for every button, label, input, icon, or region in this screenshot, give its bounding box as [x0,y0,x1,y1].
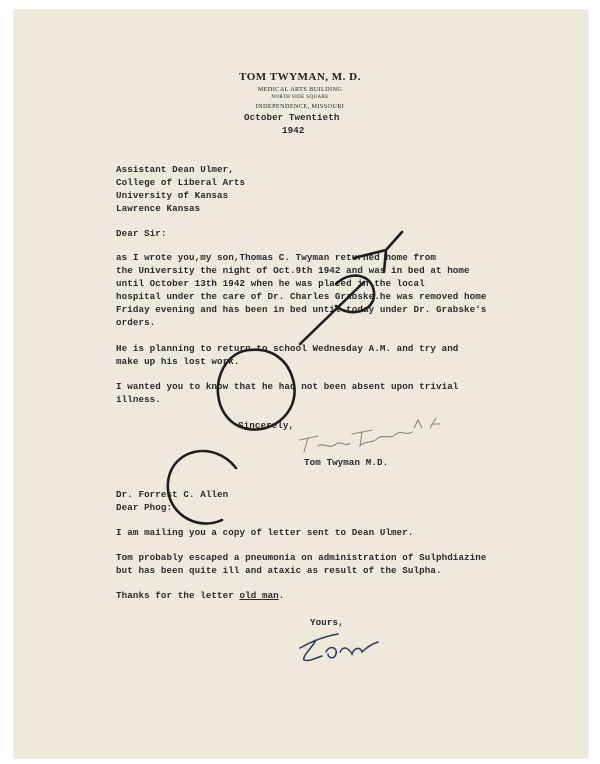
body-line: He is planning to return to school Wednesday A.M. and try and [116,343,459,354]
address-line: College of Liberal Arts [116,177,246,188]
signature-stroke-2 [352,430,412,446]
body-line: make up his lost work. [116,356,240,367]
note-paragraph-2a: Tom probably escaped a pneumonia on administration of Sulphdiazine [116,552,487,563]
body-line: as I wrote you,my son,Thomas C. Twyman returned home from [116,252,436,263]
copy-stamp-c [168,451,236,524]
copy-stamp-o [218,350,295,430]
body-line: the University the night of Oct.9th 1942 and was in bed at home [116,265,470,276]
copy-stamp [168,232,402,524]
signature-name: Tom Twyman M.D. [304,457,389,468]
note-signature-om [326,642,378,658]
signature-stroke-3 [414,418,440,428]
body-line: I wanted you to know that he had not been absent upon trivial [116,381,459,392]
note-thanks-text: Thanks for the letter [116,590,240,601]
note-old-man: old man [239,590,279,601]
note-paragraph-1: I am mailing you a copy of letter sent to Dean Ulmer. [116,527,414,538]
note-closing: Yours, [310,617,344,628]
note-handwritten-signature [300,634,378,661]
body-line: until October 13th 1942 when he was placed in the local [116,278,425,289]
date-line-1: October Twentieth [244,112,340,123]
salutation: Dear Sir: [116,228,167,239]
date-line-2: 1942 [282,125,305,136]
body-line: Friday evening and has been in bed until today under Dr. Grabske's [116,304,487,315]
closing: Sincerely, [238,420,295,431]
note-recipient: Dr. Forrest C. Allen [116,489,229,500]
address-line: Assistant Dean Ulmer, [116,164,234,175]
address-line: Lawrence Kansas [116,203,201,214]
body-line: orders. [116,317,156,328]
handwritten-signature [300,418,440,452]
note-greeting: Dear Phog: [116,502,173,513]
copy-stamp-p [300,276,374,344]
letterhead-square: NORTH SIDE SQUARE [271,95,329,100]
letterhead-building: MEDICAL ARTS BUILDING [257,86,343,93]
letterhead-name: TOM TWYMAN, M. D. [239,71,361,83]
copy-stamp-y [354,232,402,272]
note-paragraph-2b: but has been quite ill and ataxic as result of the Sulpha. [116,565,442,576]
note-period: . [278,590,285,601]
signature-stroke-1 [300,436,350,452]
letterhead-city: INDEPENDENCE, MISSOURI [255,103,345,110]
body-line: hospital under the care of Dr. Charles Grabske.he was removed home [116,291,487,302]
body-line: illness. [116,394,161,405]
address-line: University of Kansas [116,190,229,201]
